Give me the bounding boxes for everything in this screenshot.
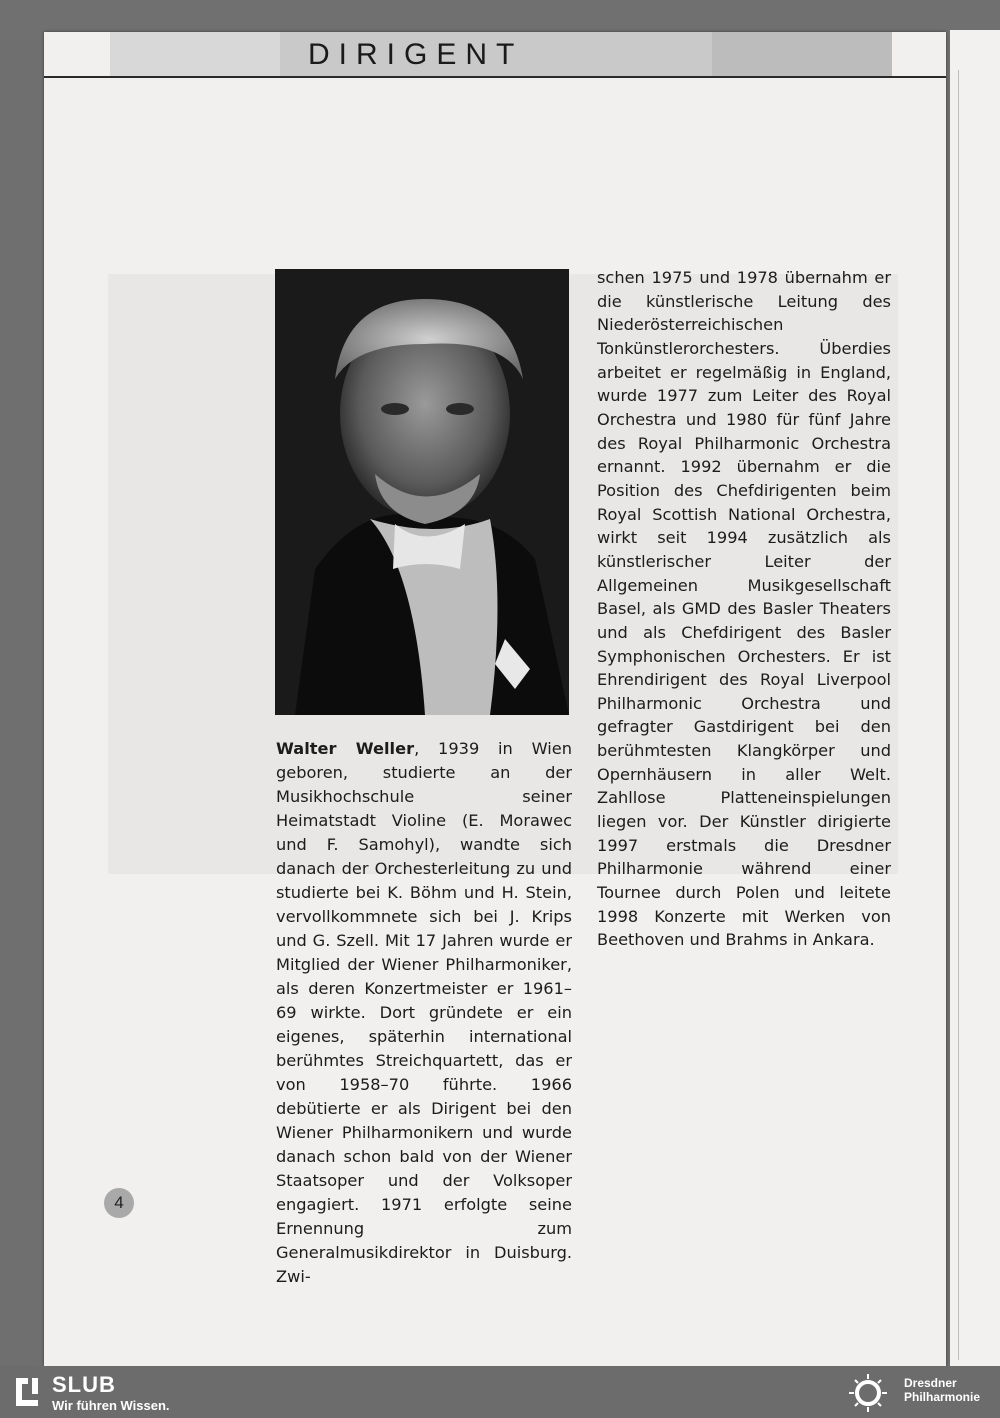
article-column-right [597,266,891,952]
article-column-left [276,737,572,1289]
header-rule [44,76,946,78]
article-text-right: schen 1975 und 1978 übernahm er die künstlerische Leitung des Niederösterreichischen Tonkünstlerorchesters. Überdies arbeitet er regelmäßig in England, wurde 1977 zum Leiter des Royal Orchestra und 1980 für fünf Jahre des Royal Philharmonic Orchestra ernannt. 1992 übernahm er die Position des Chefdirigenten beim Royal Scottish National Orchestra, wirkt seit 1994 zusätzlich als künstlerischer Leiter der Allgemeinen Musikgesellschaft Basel, als GMD des Basler Theaters und als Chefdirigent des Basler Symphonischen Orchesters. Er ist Ehrendirigent des Royal Liverpool Philharmonic Orchestra und gefragter Gastdirigent bei den berühmtesten Klangkörper und Opernhäusern in aller Welt. Zahllose Platteneinspielungen liegen vor. Der Künstler dirigierte 1997 erstmals die Dresdner Philharmonie während einer Tournee durch Polen und leitete 1998 Konzerte mit Werken von Beethoven und Brahms in Ankara. [597,268,891,950]
slub-logo-icon [14,1376,40,1408]
portrait-image [275,269,569,715]
article-text-left: , 1939 in Wien geboren, studierte an der Musikhochschule seiner Heimatstadt Violine (E. Morawec und F. Samohyl), wandte sich danach der Orchesterleitung zu und studierte bei K. Böhm und H. Stein, vervollkommnete sich bei J. Krips und G. Szell. Mit 17 Jahren wurde er Mitglied der Wiener Philharmoniker, als deren Konzertmeister er 1961–69 wirkte. Dort gründete er ein eigenes, späterhin international berühmtes Streichquartett, das er von 1958–70 führte. 1966 debütierte er als Dirigent bei den Wiener Philharmonikern und wurde danach schon bald von der Wiener Staatsoper und der Volksoper engagiert. 1971 erfolgte seine Ernennung zum Generalmusikdirektor in Duisburg. Zwi- [276,739,572,1286]
philharmonie-name-line1: Dresdner [904,1376,957,1390]
philharmonie-name-line2: Philharmonie [904,1390,981,1404]
conductor-photo [275,269,569,715]
document-page [44,32,946,1366]
philharmonie-logo-icon [840,1372,896,1414]
slub-name: SLUB [52,1372,116,1397]
footer-bar [0,1366,1000,1418]
section-title: DIRIGENT [308,38,524,71]
next-page-edge [950,30,1000,1366]
philharmonie-name [904,1376,980,1404]
slub-tagline: Wir führen Wissen. [52,1398,170,1413]
page-number: 4 [104,1188,134,1218]
conductor-name: Walter Weller [276,739,415,758]
